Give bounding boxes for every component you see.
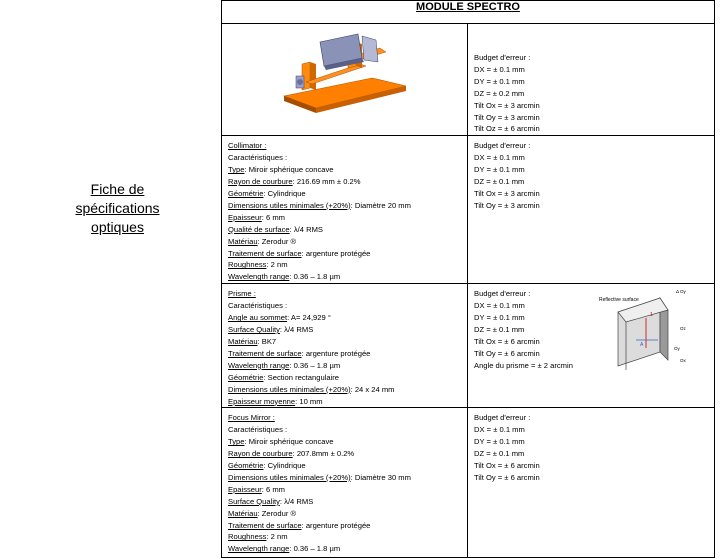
- budget-line: Tilt Ox = ± 3 arcmin: [474, 188, 540, 198]
- spec-value: : Diamètre 30 mm: [350, 472, 411, 482]
- prism-diagram: [598, 288, 710, 370]
- collimator-spec-cell: [222, 136, 468, 284]
- spec-value: : 207.8mm ± 0.2%: [292, 449, 355, 459]
- spec-label: Collimator :: [228, 141, 267, 151]
- budget-line: Tilt Oy = ± 3 arcmin: [474, 112, 540, 122]
- budget-line: Tilt Ox = ± 6 arcmin: [474, 336, 540, 346]
- collimator-spec: [222, 136, 467, 283]
- mount-budget: [468, 24, 714, 135]
- spec-value: : Cylindrique: [263, 188, 306, 198]
- side-title: [40, 180, 195, 237]
- spec-value: : A= 24,929 °: [287, 313, 331, 323]
- spec-value: : argenture protégée: [301, 348, 371, 358]
- budget-line: DZ = ± 0.1 mm: [474, 325, 525, 335]
- spec-label: Rayon de courbure: [228, 177, 293, 187]
- spec-value: : 2 nm: [266, 532, 288, 542]
- spec-label: Epaisseur moyenne: [228, 396, 296, 406]
- spec-label: Surface Quality: [228, 496, 280, 506]
- spec-value: : 216.69 mm ± 0.2%: [292, 177, 361, 187]
- spec-label: Type: [228, 165, 245, 175]
- spec-value: : 0.36 – 1.8 µm: [289, 544, 341, 554]
- spectro-mount-image: [280, 32, 410, 114]
- spec-label: Qualité de surface: [228, 224, 290, 234]
- budget-line: DX = ± 0.1 mm: [474, 301, 525, 311]
- spec-label: Géométrie: [228, 461, 264, 471]
- budget-line: Tilt Oy = ± 6 arcmin: [474, 348, 540, 358]
- spec-label: Epaisseur: [228, 484, 262, 494]
- spec-label: Dimensions utiles minimales (+20%): [228, 384, 351, 394]
- budget-line: DY = ± 0.1 mm: [474, 165, 525, 175]
- prism-axis-label: Δ Oy: [676, 289, 686, 295]
- focus-spec-cell: [222, 408, 468, 558]
- spec-value: : 6 mm: [261, 212, 285, 222]
- side-title-line-3: optiques: [91, 219, 144, 235]
- spec-label: Type: [228, 437, 245, 447]
- budget-line: DY = ± 0.1 mm: [474, 437, 525, 447]
- spec-value: : λ/4 RMS: [279, 496, 314, 506]
- spec-label: Traitement de surface: [228, 248, 302, 258]
- prism-axis-label: Ox: [680, 358, 686, 364]
- collimator-budget: [468, 136, 714, 211]
- spec-value: : λ/4 RMS: [289, 224, 323, 234]
- spec-value: Caractéristiques :: [228, 301, 288, 311]
- budget-line: Budget d'erreur :: [474, 413, 531, 423]
- spec-label: Wavelength range: [228, 272, 290, 282]
- spec-value: : 6 mm: [261, 484, 285, 494]
- spec-table: [221, 0, 715, 558]
- spec-value: : Miroir sphérique concave: [244, 165, 334, 175]
- spec-value: : Miroir sphérique concave: [244, 437, 334, 447]
- spec-value: : Diamètre 20 mm: [350, 200, 411, 210]
- prism-angle-label: A: [640, 342, 644, 349]
- budget-line: DX = ± 0.1 mm: [474, 64, 525, 74]
- spec-value: : Zerodur ®: [257, 236, 297, 246]
- spec-label: Géométrie: [228, 188, 264, 198]
- spec-value: : Zerodur ®: [257, 508, 297, 518]
- focus-spec: [222, 408, 467, 555]
- mount-image-cell: [222, 24, 468, 136]
- budget-line: Tilt Oz = ± 6 arcmin: [474, 124, 540, 134]
- focus-budget: [468, 408, 714, 483]
- prism-budget-cell: [468, 284, 715, 408]
- spec-value: : 10 mm: [295, 396, 323, 406]
- spec-value: : BK7: [257, 336, 277, 346]
- spec-label: Rayon de courbure: [228, 449, 293, 459]
- spec-label: Géométrie: [228, 372, 264, 382]
- budget-line: DX = ± 0.1 mm: [474, 153, 525, 163]
- spec-label: Angle au sommet: [228, 313, 288, 323]
- spec-value: : 0.36 – 1.8 µm: [289, 272, 341, 282]
- spec-value: : λ/4 RMS: [279, 325, 314, 335]
- spec-value: : argenture protégée: [301, 520, 371, 530]
- prism-spec-cell: [222, 284, 468, 408]
- prism-surface-label: Reflective surface: [599, 297, 639, 304]
- focus-budget-cell: [468, 408, 715, 558]
- spec-label: Traitement de surface: [228, 348, 302, 358]
- prism-spec: [222, 284, 467, 407]
- spec-value: : 0.36 – 1.8 µm: [289, 360, 341, 370]
- spec-label: Surface Quality: [228, 325, 280, 335]
- side-title-line-2: spécifications: [75, 200, 160, 216]
- spec-label: Epaisseur: [228, 212, 262, 222]
- spec-value: : argenture protégée: [301, 248, 371, 258]
- prism-arrow-label: 1: [650, 312, 653, 319]
- spec-label: Focus Mirror :: [228, 413, 275, 423]
- page-title: MODULE SPECTRO: [222, 1, 715, 24]
- spec-value: Caractéristiques :: [228, 153, 288, 163]
- budget-line: DZ = ± 0.2 mm: [474, 88, 525, 98]
- spec-value: Caractéristiques :: [228, 425, 288, 435]
- budget-line: DZ = ± 0.1 mm: [474, 449, 525, 459]
- spec-label: Matériau: [228, 236, 258, 246]
- side-title-line-1: Fiche de: [90, 181, 145, 197]
- budget-line: Tilt Ox = ± 6 arcmin: [474, 461, 540, 471]
- spec-label: Matériau: [228, 336, 258, 346]
- budget-line: DZ = ± 0.1 mm: [474, 177, 525, 187]
- spec-value: : 2 nm: [266, 260, 288, 270]
- budget-line: Budget d'erreur :: [474, 53, 531, 62]
- budget-line: Budget d'erreur :: [474, 289, 531, 299]
- spec-label: Prisme :: [228, 289, 256, 299]
- collimator-budget-cell: [468, 136, 715, 284]
- spec-label: Roughness: [228, 532, 267, 542]
- prism-axis-label: Oy: [674, 346, 680, 352]
- spec-label: Roughness: [228, 260, 267, 270]
- budget-line: DY = ± 0.1 mm: [474, 76, 525, 86]
- budget-line: Tilt Ox = ± 3 arcmin: [474, 100, 540, 110]
- spec-label: Dimensions utiles minimales (+20%): [228, 200, 351, 210]
- spec-value: : 24 x 24 mm: [350, 384, 395, 394]
- mount-budget-cell: [468, 24, 715, 136]
- spec-value: : Cylindrique: [263, 461, 306, 471]
- budget-line: Tilt Oy = ± 3 arcmin: [474, 200, 540, 210]
- spec-label: Traitement de surface: [228, 520, 302, 530]
- budget-line: DY = ± 0.1 mm: [474, 313, 525, 323]
- budget-line: Angle du prisme = ± 2 arcmin: [474, 360, 573, 370]
- budget-line: Budget d'erreur :: [474, 141, 531, 151]
- spec-label: Dimensions utiles minimales (+20%): [228, 472, 351, 482]
- budget-line: Tilt Oy = ± 6 arcmin: [474, 472, 540, 482]
- spec-value: : Section rectangulaire: [263, 372, 340, 382]
- prism-axis-label: Oz: [680, 326, 686, 332]
- spec-label: Wavelength range: [228, 544, 290, 554]
- budget-line: DX = ± 0.1 mm: [474, 425, 525, 435]
- spec-label: Matériau: [228, 508, 258, 518]
- spec-label: Wavelength range: [228, 360, 290, 370]
